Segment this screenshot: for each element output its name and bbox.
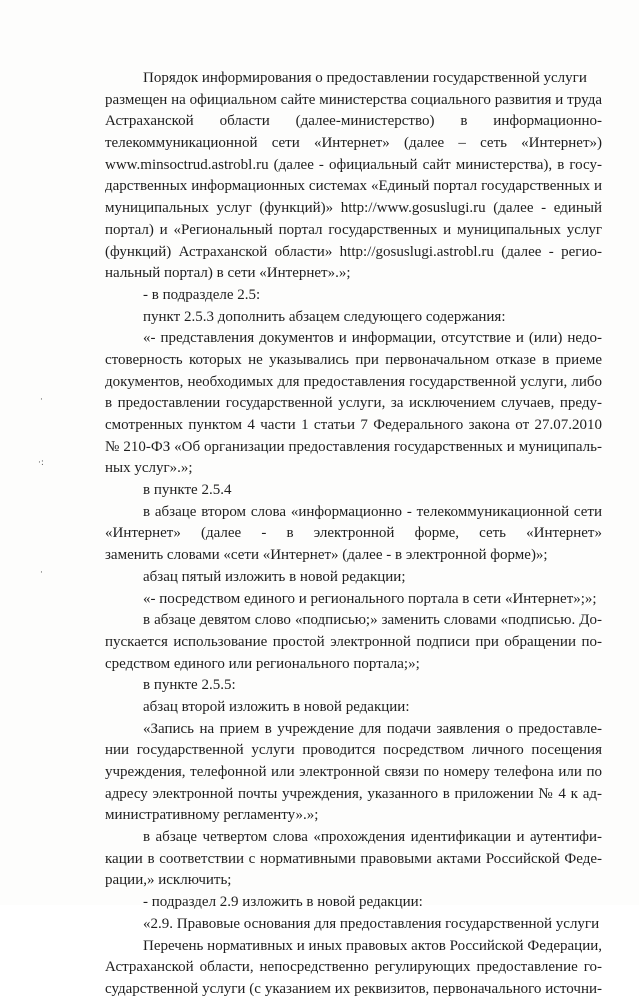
text-line: заменить словами «сети «Интернет» (далее - в электронной форме)»; (105, 547, 548, 564)
text-line: документов, необходимых для предоставления государственной услуги, либо (105, 373, 602, 390)
text-line: «- посредством единого и регионального портала в сети «Интернет»;»; (143, 590, 597, 607)
text-line: пункт 2.5.3 дополнить абзацем следующего содержания: (143, 308, 506, 325)
text-line: в абзаце четвертом слова «прохождения идентификации и аутентифи- (143, 829, 602, 846)
document-body (0, 68, 639, 1001)
text-line: Порядок информирования о предоставлении государственной услуги (143, 70, 587, 86)
text-line: в пункте 2.5.4 (143, 482, 232, 499)
text-line: абзац пятый изложить в новой редакции; (143, 568, 406, 585)
text-line: (функций) Астраханской области» http://gosuslugi.astrobl.ru (далее - регио- (105, 243, 602, 260)
text-line: в пункте 2.5.5: (143, 677, 236, 694)
text-line: министративному регламенту».»; (105, 807, 319, 824)
text-line: смотренных пунктом 4 части 1 статьи 7 Федерального закона от 27.07.2010 (105, 417, 602, 433)
text-line: ных услуг».»; (105, 460, 193, 477)
text-line: рации,» исключить; (105, 872, 232, 889)
text-line: дарственных информационных системах «Единый портал государственных и (105, 178, 602, 195)
text-line: в абзаце девятом слово «подписью;» заменить словами «подписью. До- (143, 612, 602, 629)
text-line: «Интернет» (далее - в электронной форме, сеть «Интернет» (105, 525, 602, 542)
text-line: в предоставлении государственной услуги, за исключением случаев, преду- (105, 395, 602, 412)
scan-speck: ·: (38, 458, 44, 468)
text-line: сударственной услуги (с указанием их реквизитов, первоначального источни- (105, 980, 602, 997)
text-line: абзац второй изложить в новой редакции: (143, 698, 410, 715)
text-line: адресу электронной почты учреждения, указанного в приложении № 4 к ад- (105, 785, 602, 802)
text-line: муниципальных услуг (функций)» http://www.gosuslugi.ru (далее - единый (105, 200, 602, 217)
text-line: средством единого или регионального портала;»; (105, 655, 420, 672)
text-line: - в подразделе 2.5: (143, 286, 261, 303)
scan-speck: · (40, 395, 43, 405)
text-line: нальный портал) в сети «Интернет».»; (105, 265, 351, 282)
text-line: телекоммуникационной сети «Интернет» (далее – сеть «Интернет») (105, 135, 602, 152)
text-line: кации в соответствии с нормативными правовыми актами Российской Феде- (105, 850, 602, 867)
text-line: www.minsoctrud.astrobl.ru (далее - официальный сайт министерства), в госу- (105, 156, 602, 173)
text-line: в абзаце втором слова «информационно - телекоммуникационной сети (143, 503, 602, 520)
text-line: Перечень нормативных и иных правовых актов Российской Федерации, (143, 937, 602, 954)
text-line: Астраханской области (далее-министерство) в информационно- (105, 113, 602, 130)
text-line: нии государственной услуги проводится посредством личного посещения (105, 742, 602, 759)
text-line: № 210-ФЗ «Об организации предоставления государственных и муниципаль- (105, 438, 602, 455)
text-line: «- представления документов и информации, отсутствие и (или) недо- (143, 330, 602, 347)
text-line: Астраханской области, непосредственно регулирующих предоставление го- (105, 959, 602, 976)
text-line: «2.9. Правовые основания для предоставления государственной услуги (143, 915, 600, 932)
scan-speck: · (40, 568, 43, 578)
text-line: учреждения, телефонной или электронной связи по номеру телефона или по (105, 764, 602, 780)
text-line: портал) и «Региональный портал государственных и муниципальных услуг (105, 221, 602, 238)
text-line: «Запись на прием в учреждение для подачи заявления о предоставле- (143, 720, 602, 737)
text-line: стоверность которых не указывались при первоначальном отказе в приеме (105, 351, 602, 368)
text-line: размещен на официальном сайте министерства социального развития и труда (105, 91, 602, 108)
text-line: - подраздел 2.9 изложить в новой редакции: (143, 894, 423, 911)
text-line: пускается использование простой электронной подписи при обращении по- (105, 633, 602, 650)
